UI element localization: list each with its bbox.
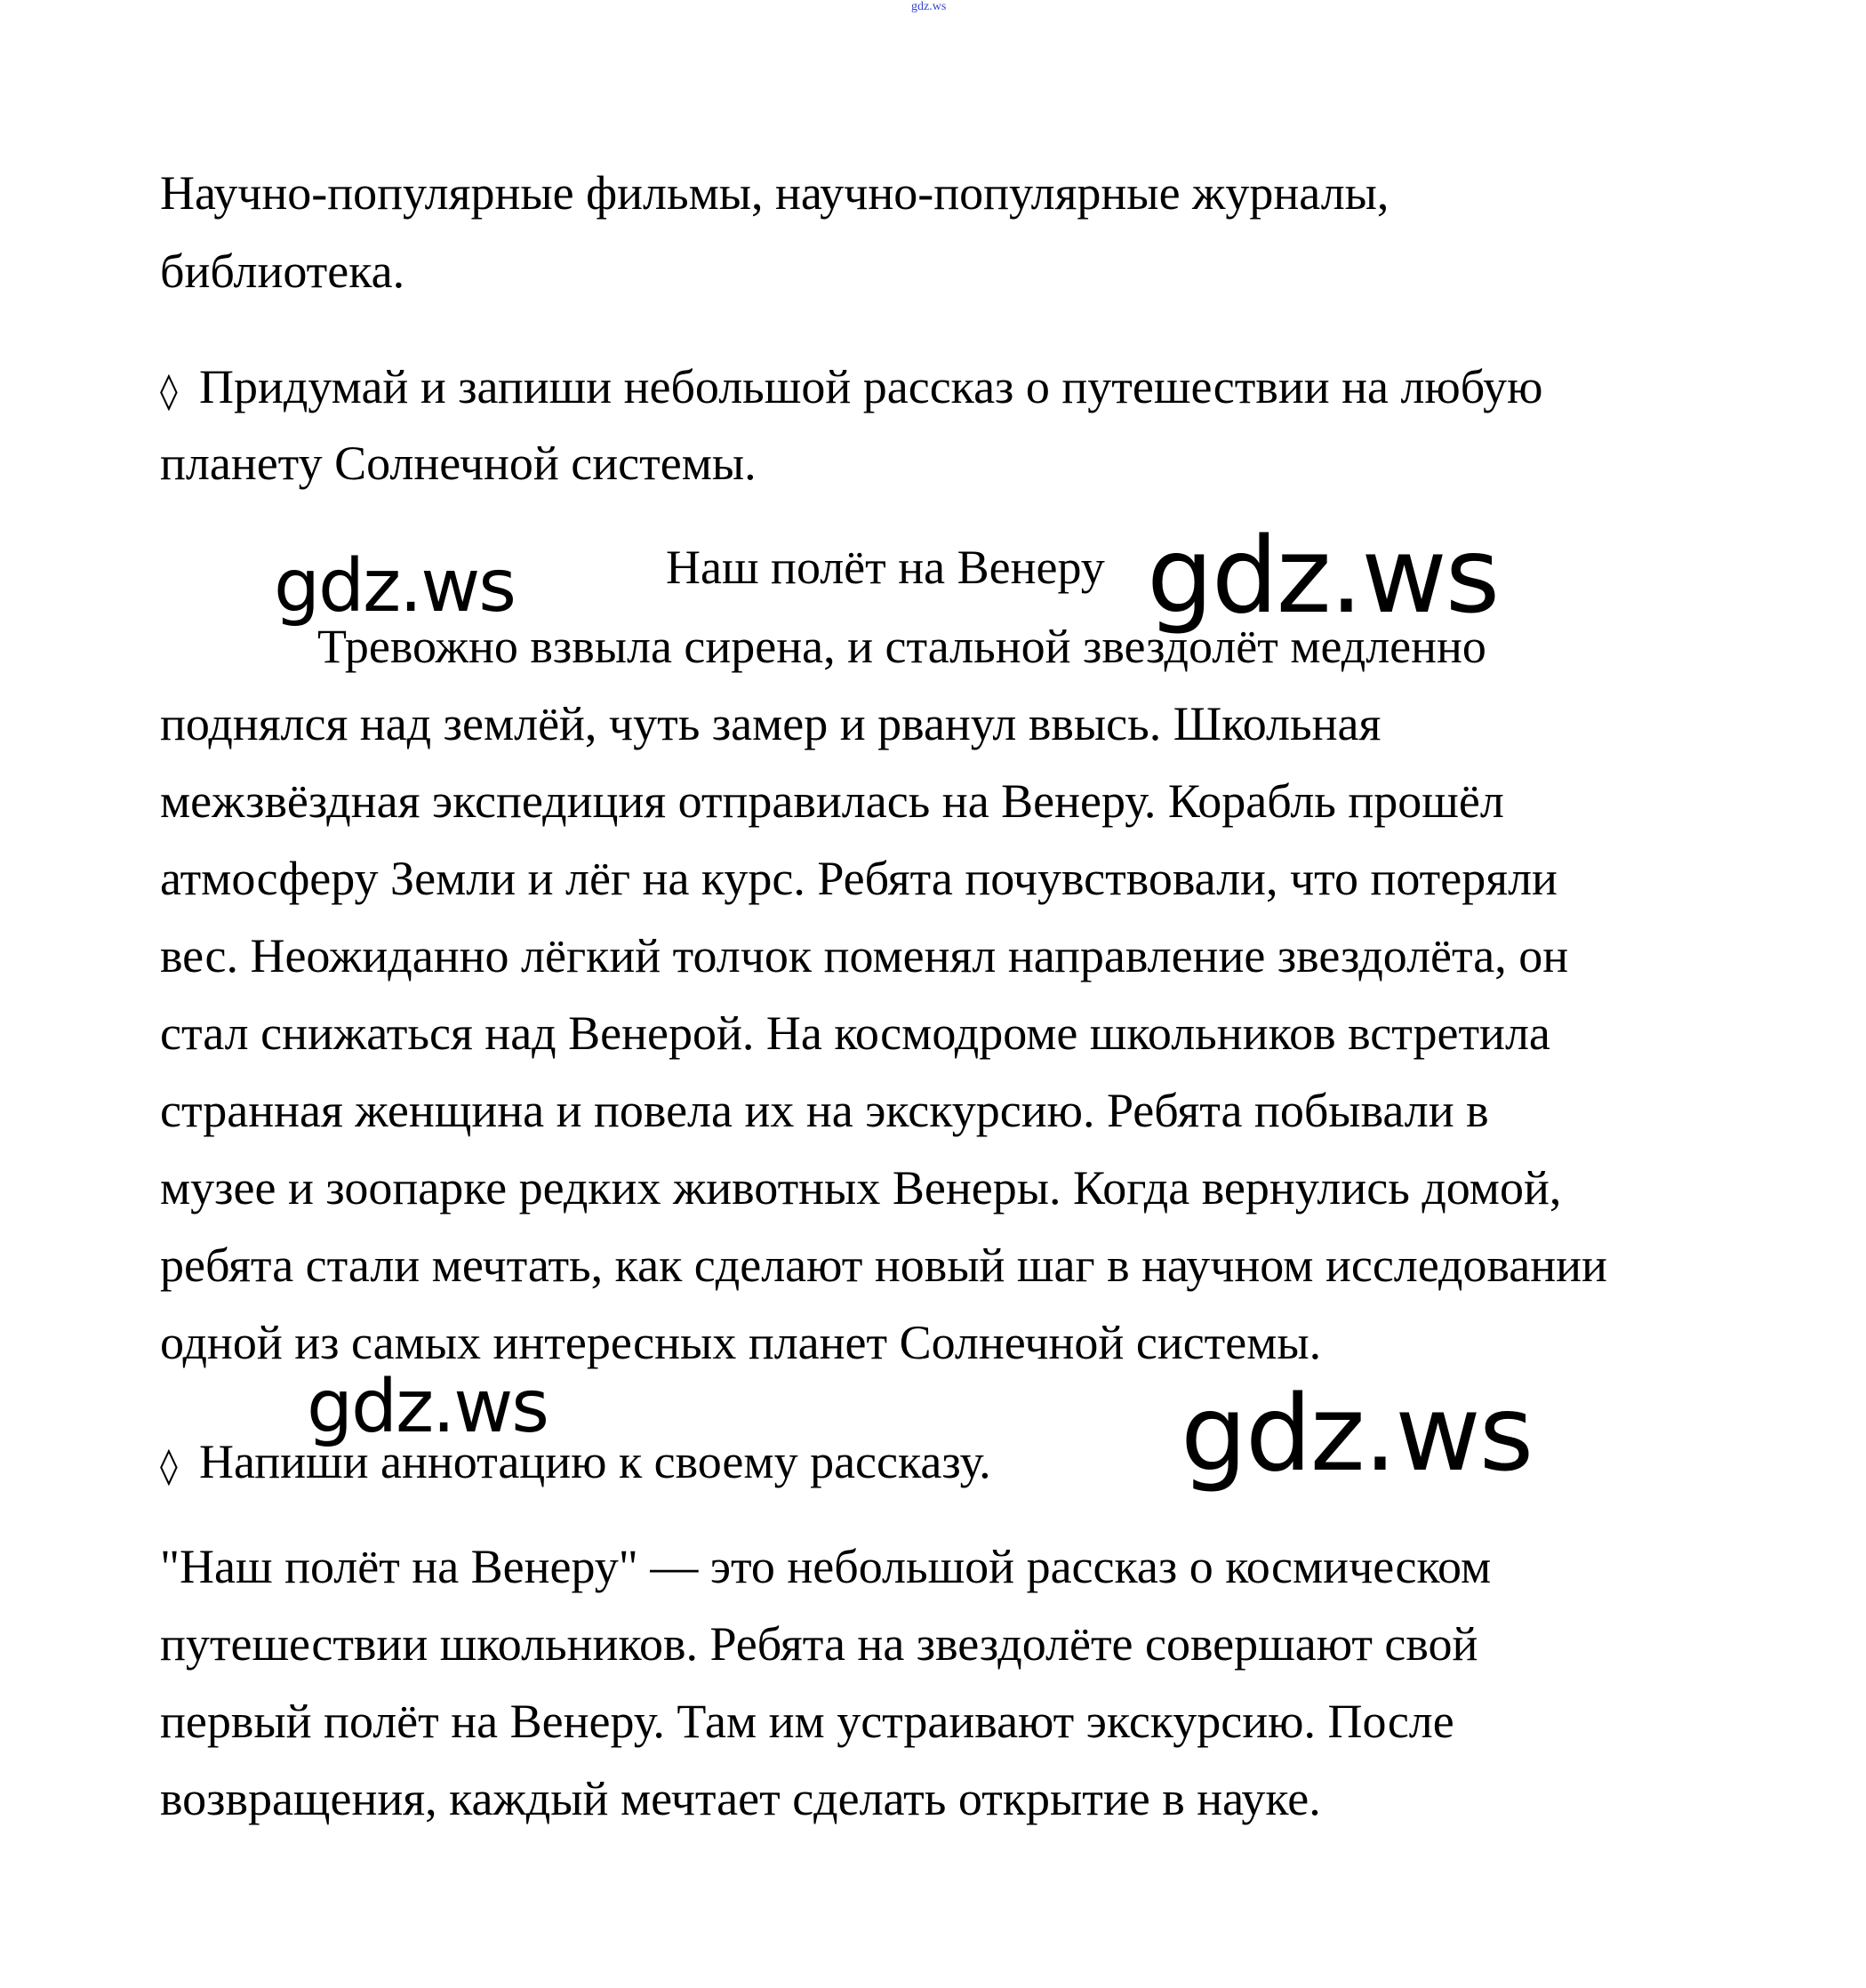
intro-line: Научно-популярные фильмы, научно-популярные журналы, <box>160 166 1389 220</box>
diamond-outline-icon: ◊ <box>160 371 178 412</box>
watermark: gdz.ws <box>274 544 515 629</box>
annotation-line: первый полёт на Венеру. Там им устраивают экскурсию. После <box>160 1695 1454 1748</box>
annotation-line: путешествии школьников. Ребята на звездолёте совершают свой <box>160 1617 1478 1671</box>
header-site-mark: gdz.ws <box>911 0 947 13</box>
annotation-line: "Наш полёт на Венеру" — это небольшой рассказ о космическом <box>160 1540 1492 1593</box>
task1-text: Придумай и запиши небольшой рассказ о путешествии на любую <box>199 360 1543 413</box>
intro-line: библиотека. <box>160 244 405 298</box>
story-line: вес. Неожиданно лёгкий толчок поменял направление звездолёта, он <box>160 929 1569 982</box>
story-line: стал снижаться над Венерой. На космодроме школьников встретила <box>160 1006 1550 1060</box>
watermark: gdz.ws <box>1181 1372 1533 1495</box>
task1-line <box>160 358 1543 420</box>
watermark: gdz.ws <box>1147 514 1499 637</box>
diamond-outline-icon: ◊ <box>160 1446 178 1487</box>
task2-line <box>160 1433 991 1495</box>
task1-line: планету Солнечной системы. <box>160 437 757 490</box>
story-line: музее и зоопарке редких животных Венеры. Когда вернулись домой, <box>160 1161 1562 1214</box>
story-line: поднялся над землёй, чуть замер и рванул ввысь. Школьная <box>160 697 1381 750</box>
watermark: gdz.ws <box>307 1365 548 1449</box>
annotation-line: возвращения, каждый мечтает сделать открытие в науке. <box>160 1772 1321 1825</box>
story-line: одной из самых интересных планет Солнечной системы. <box>160 1316 1322 1369</box>
task2-text: Напиши аннотацию к своему рассказу. <box>199 1435 991 1488</box>
story-line: межзвёздная экспедиция отправилась на Венеру. Корабль прошёл <box>160 774 1504 828</box>
story-title: Наш полёт на Венеру <box>666 541 1105 594</box>
story-line: ребята стали мечтать, как сделают новый шаг в научном исследовании <box>160 1238 1607 1292</box>
story-line: Тревожно взвыла сирена, и стальной звездолёт медленно <box>317 620 1486 673</box>
story-line: странная женщина и повела их на экскурсию. Ребята побывали в <box>160 1084 1489 1137</box>
story-line: атмосферу Земли и лёг на курс. Ребята почувствовали, что потеряли <box>160 852 1558 905</box>
